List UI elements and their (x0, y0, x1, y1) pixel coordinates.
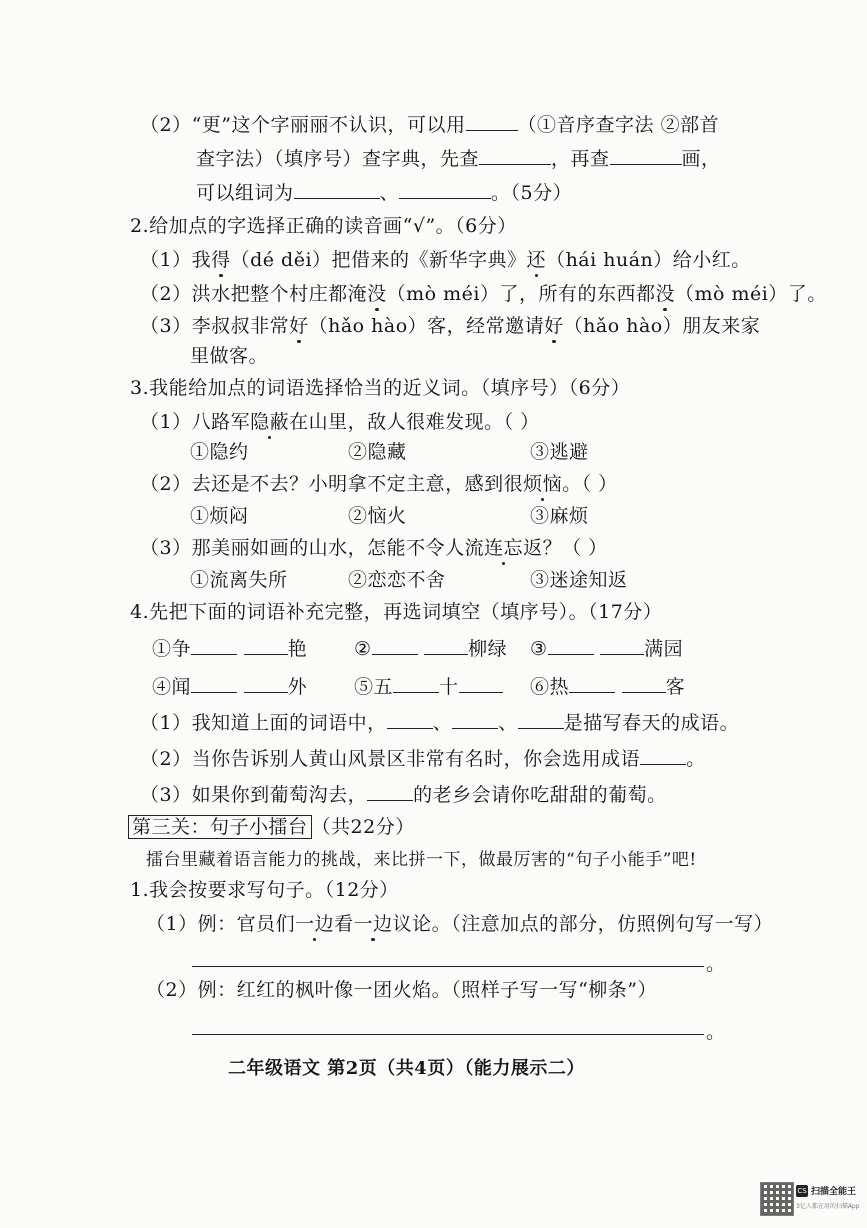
q3-option: ②隐藏 (348, 441, 407, 463)
q1b-line3: 可以组词为 、 。（5分） (196, 182, 573, 204)
s3-example-1: （1）例：官员们一边看一边议论。（注意加点的部分，仿照例句写一写） (146, 913, 774, 935)
q4-word-2: ② 柳绿 (354, 638, 508, 660)
q1b-line2: 查字法）（填序号）查字典，先查 ，再查 画， (196, 148, 721, 170)
q4-fill-1: （1）我知道上面的词语中， 、 、 是描写春天的成语。 (140, 712, 740, 734)
answer-period: 。 (706, 1021, 726, 1043)
q3-option: ①隐约 (190, 441, 249, 463)
q2-item2: （2）洪水把整个村庄都淹没（mò méi）了，所有的东西都没（mò méi）了。 (140, 283, 827, 305)
answer-blank[interactable] (479, 146, 551, 165)
answer-blank[interactable] (191, 636, 237, 655)
answer-blank[interactable] (424, 636, 468, 655)
q3-option: ③逃避 (530, 441, 589, 463)
answer-blank[interactable] (600, 636, 644, 655)
answer-blank[interactable] (367, 782, 413, 801)
q1b-line1: （2）“更”这个字丽丽不认识，可以用 （①音序查字法 ②部首 (140, 114, 720, 136)
q2-item3: （3）李叔叔非常好（hǎo hào）客，经常邀请好（hǎo hào）朋友来家 (140, 315, 761, 337)
q4-word-6: ⑥热 客 (530, 676, 686, 698)
answer-blank[interactable] (244, 636, 288, 655)
q4-word-5: ⑤五 十 (354, 674, 503, 699)
qr-code-icon (760, 1182, 794, 1216)
section3-intro: 擂台里藏着语言能力的挑战，来比拼一下，做最厉害的“句子小能手”吧! (146, 850, 697, 870)
answer-blank[interactable] (393, 674, 439, 693)
answer-blank[interactable] (459, 674, 503, 693)
answer-blank[interactable] (548, 636, 594, 655)
page-footer: 二年级语文 第2页（共4页）（能力展示二） (228, 1058, 585, 1079)
q4-word-4: ④闻 外 (152, 676, 308, 698)
answer-line[interactable] (192, 966, 704, 967)
watermark-title: 扫描全能王 (811, 1187, 857, 1197)
q3-item3: （3）那美丽如画的山水，怎能不令人流连忘返？（ ） (140, 537, 608, 559)
q4-word-1: ①争 艳 (152, 638, 308, 660)
q3-item1: （1）八路军隐蔽在山里，敌人很难发现。（ ） (140, 411, 540, 433)
q4-fill-2: （2）当你告诉别人黄山风景区非常有名时，你会选用成语 。 (140, 748, 706, 770)
q3-option: ①烦闷 (190, 505, 249, 527)
answer-blank[interactable] (569, 674, 615, 693)
answer-blank[interactable] (622, 674, 666, 693)
answer-blank[interactable] (387, 710, 433, 729)
section3-points: （共22分） (311, 816, 415, 838)
answer-period: 。 (706, 953, 726, 975)
section3-heading: 第三关：句子小擂台 (128, 815, 312, 839)
s3-example-2: （2）例：红红的枫叶像一团火焰。（照样子写一写“柳条”） (146, 979, 658, 1001)
s3-q1-title: 1.我会按要求写句子。（12分） (130, 879, 399, 901)
answer-line[interactable] (192, 1034, 704, 1035)
watermark-subtitle: 3亿人都在用的扫描App (796, 1203, 860, 1210)
q3-option: ②恋恋不舍 (348, 569, 446, 591)
section3-header (128, 815, 415, 839)
answer-blank[interactable] (244, 674, 288, 693)
answer-blank[interactable] (399, 180, 491, 199)
q2-item3-cont: 里做客。 (190, 345, 269, 367)
answer-blank[interactable] (191, 674, 237, 693)
answer-blank[interactable] (452, 710, 498, 729)
camscanner-logo-icon: CS (797, 1187, 807, 1195)
answer-blank[interactable] (372, 636, 418, 655)
answer-blank[interactable] (640, 746, 686, 765)
q2-item1: （1）我得（dé děi）把借来的《新华字典》还（hái huán）给小红。 (140, 249, 751, 271)
q3-option: ①流离失所 (190, 569, 288, 591)
q4-title: 4.先把下面的词语补充完整，再选词填空（填序号）。（17分） (130, 601, 663, 623)
scanner-watermark (760, 1182, 860, 1220)
q3-option: ③迷途知返 (530, 569, 628, 591)
q3-option: ②恼火 (348, 505, 407, 527)
q4-fill-3: （3）如果你到葡萄沟去， 的老乡会请你吃甜甜的葡萄。 (140, 784, 667, 806)
q2-title: 2.给加点的字选择正确的读音画“√”。（6分） (130, 215, 517, 237)
answer-blank[interactable] (466, 112, 518, 131)
q4-word-3: ③ 满园 (530, 638, 684, 660)
q3-title: 3.我能给加点的词语选择恰当的近义词。（填序号）（6分） (130, 377, 631, 399)
answer-blank[interactable] (294, 180, 380, 199)
answer-blank[interactable] (518, 710, 564, 729)
q3-option: ③麻烦 (530, 505, 589, 527)
answer-blank[interactable] (610, 146, 682, 165)
q3-item2: （2）去还是不去？小明拿不定主意，感到很烦恼。（ ） (140, 473, 618, 495)
